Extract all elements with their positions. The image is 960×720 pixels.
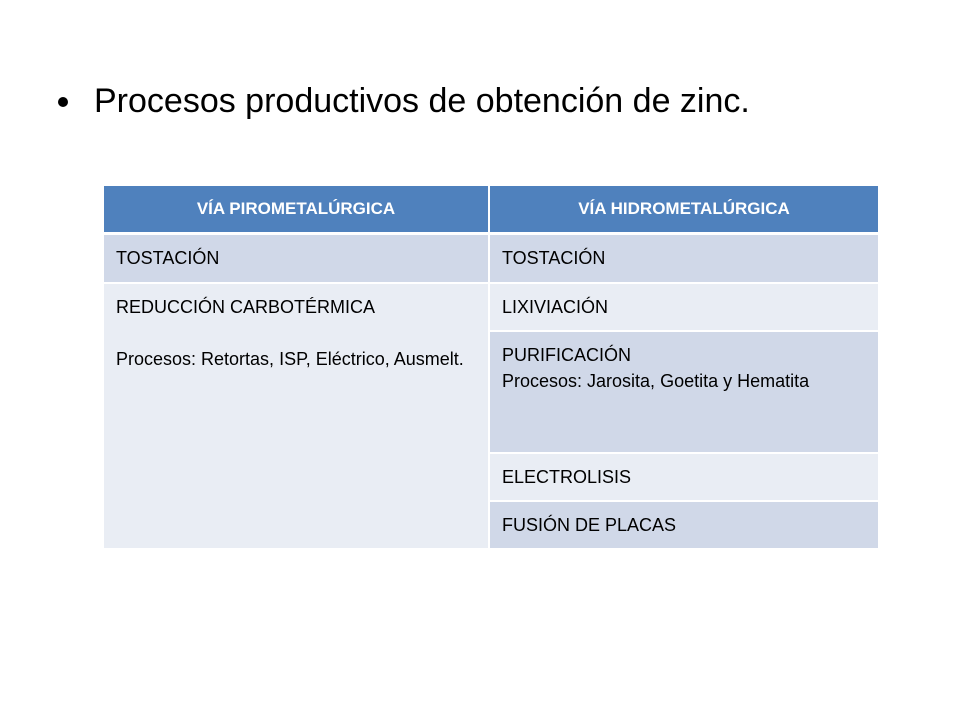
pyro-roasting-cell: TOSTACIÓN	[104, 234, 489, 284]
table-row	[104, 234, 878, 284]
hydro-processes-text: Procesos: Jarosita, Goetita y Hematita	[502, 371, 810, 391]
header-pyrometallurgical: VÍA PIROMETALÚRGICA	[104, 186, 489, 234]
bullet-item	[58, 76, 750, 126]
pyro-reduction-cell	[104, 283, 489, 549]
header-hydrometallurgical: VÍA HIDROMETALÚRGICA	[489, 186, 878, 234]
spacer	[116, 320, 476, 346]
hydro-purification-title: PURIFICACIÓN	[502, 345, 632, 365]
pyro-processes-text: Procesos: Retortas, ISP, Eléctrico, Ausmelt.	[116, 349, 464, 369]
hydro-electrolysis-cell: ELECTROLISIS	[489, 453, 878, 501]
slide-heading: Procesos productivos de obtención de zinc.	[94, 82, 750, 120]
pyro-reduction-title: REDUCCIÓN CARBOTÉRMICA	[116, 297, 376, 317]
hydro-leaching-cell: LIXIVIACIÓN	[489, 283, 878, 331]
table-row	[104, 283, 878, 331]
table-header-row	[104, 186, 878, 234]
hydro-casting-cell: FUSIÓN DE PLACAS	[489, 501, 878, 549]
hydro-purification-cell	[489, 331, 878, 453]
hydro-roasting-cell: TOSTACIÓN	[489, 234, 878, 284]
process-table	[104, 186, 878, 550]
bullet-icon	[58, 97, 68, 107]
